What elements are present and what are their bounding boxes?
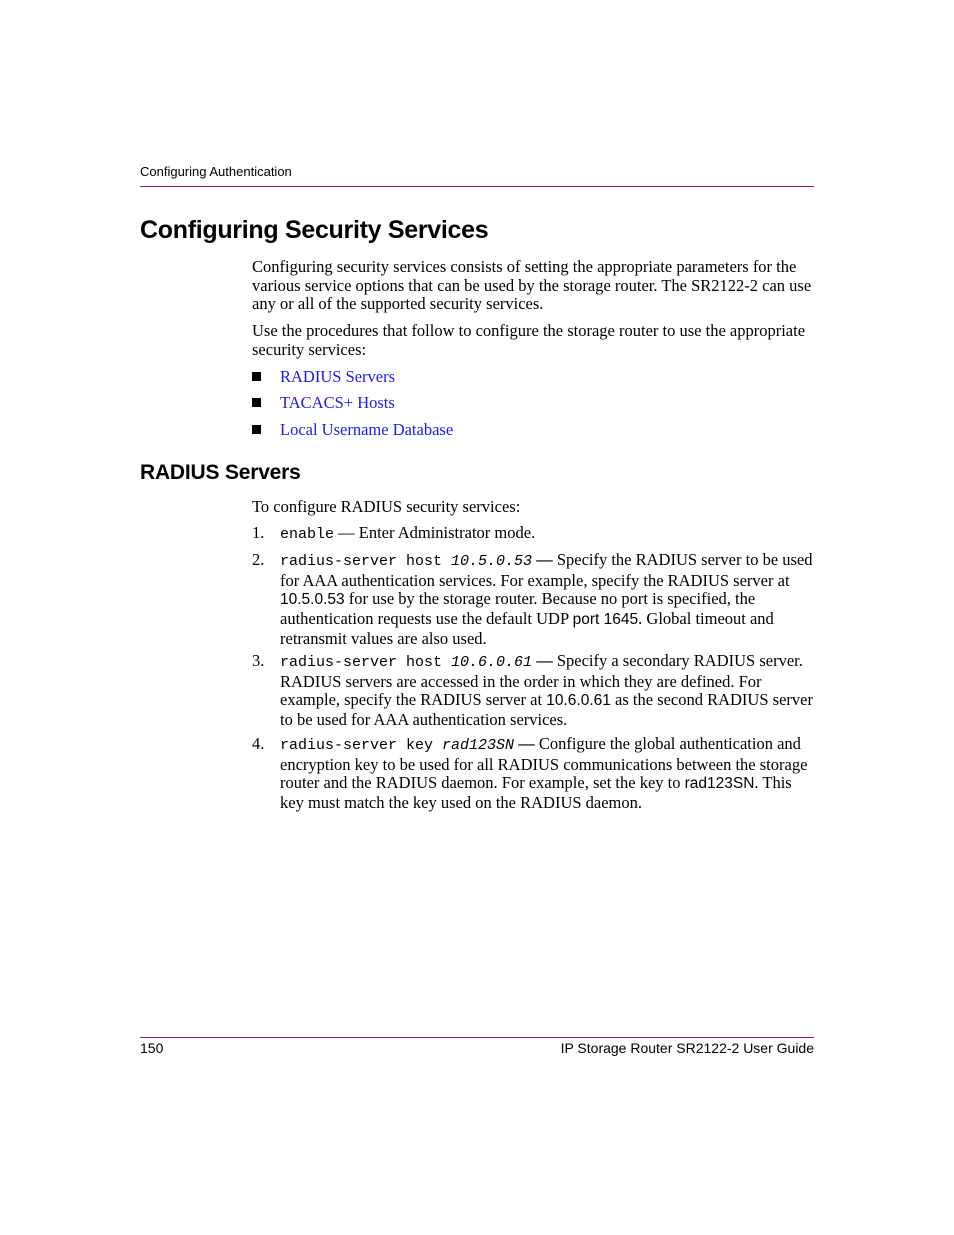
- step-text: as the second RADIUS server to be used for AAA authentication services.: [280, 690, 813, 730]
- ip-value: 10.5.0.53: [280, 591, 345, 609]
- footer-rule: [140, 1037, 814, 1038]
- command: radius-server host: [280, 553, 443, 570]
- running-header: Configuring Authentication: [140, 164, 292, 179]
- radius-intro: To configure RADIUS security services:: [252, 497, 521, 516]
- intro-paragraph: Configuring security services consists of setting the appropriate parameters for the various service options that can be used by the storage router. The SR2122-2 can use any or all of the supported security services.: [252, 257, 812, 314]
- command: enable: [280, 526, 335, 543]
- ip-value: 10.6.0.61: [546, 692, 611, 710]
- step-text: . Global timeout and retransmit values are also used.: [280, 609, 774, 648]
- step-text: Configure the global authentication and encryption key to be used for all RADIUS communications between the storage router and the RADIUS daemon. For example, set the key to: [280, 734, 808, 793]
- step-number: 2.: [252, 550, 265, 569]
- separator: —: [532, 550, 557, 569]
- separator: —: [334, 523, 359, 542]
- command-argument: 10.6.0.61: [451, 654, 533, 671]
- procedures-paragraph: Use the procedures that follow to configure the storage router to use the appropriate security services:: [252, 321, 806, 359]
- link-local-username-database[interactable]: Local Username Database: [280, 420, 454, 439]
- bullet-square-icon: [252, 425, 261, 434]
- section-title: Configuring Security Services: [140, 216, 489, 244]
- header-rule: [140, 186, 814, 187]
- step-number: 4.: [252, 734, 265, 753]
- key-value: rad123SN: [684, 775, 755, 793]
- command: radius-server key: [280, 737, 434, 754]
- step-text: Enter Administrator mode.: [358, 523, 536, 542]
- step-text: Specify a secondary RADIUS server. RADIUS servers are accessed in the order in which they are defined. For example, specify the RADIUS server at: [280, 651, 803, 710]
- port-value: port 1645: [572, 611, 639, 629]
- separator: —: [514, 734, 539, 753]
- command-argument: 10.5.0.53: [451, 553, 533, 570]
- step-number: 1.: [252, 523, 265, 542]
- step-number: 3.: [252, 651, 265, 670]
- bullet-square-icon: [252, 372, 261, 381]
- command: radius-server host: [280, 654, 443, 671]
- bullet-square-icon: [252, 398, 261, 407]
- link-radius-servers[interactable]: RADIUS Servers: [280, 367, 396, 386]
- subsection-title: RADIUS Servers: [140, 461, 301, 484]
- separator: —: [532, 651, 557, 670]
- page-number: 150: [140, 1040, 164, 1056]
- step-text: . This key must match the key used on the RADIUS daemon.: [280, 773, 792, 813]
- step-text: Specify the RADIUS server to be used for AAA authentication services. For example, specify the RADIUS server at: [280, 550, 813, 590]
- step-2: [252, 551, 814, 649]
- step-1: [252, 524, 814, 545]
- step-3: [252, 652, 814, 730]
- command-argument: rad123SN: [442, 737, 515, 754]
- step-text: for use by the storage router. Because no port is specified, the authentication requests use the default UDP: [280, 589, 756, 629]
- step-4: [252, 735, 814, 813]
- guide-title: IP Storage Router SR2122-2 User Guide: [560, 1040, 814, 1056]
- link-tacacs-hosts[interactable]: TACACS+ Hosts: [280, 393, 395, 412]
